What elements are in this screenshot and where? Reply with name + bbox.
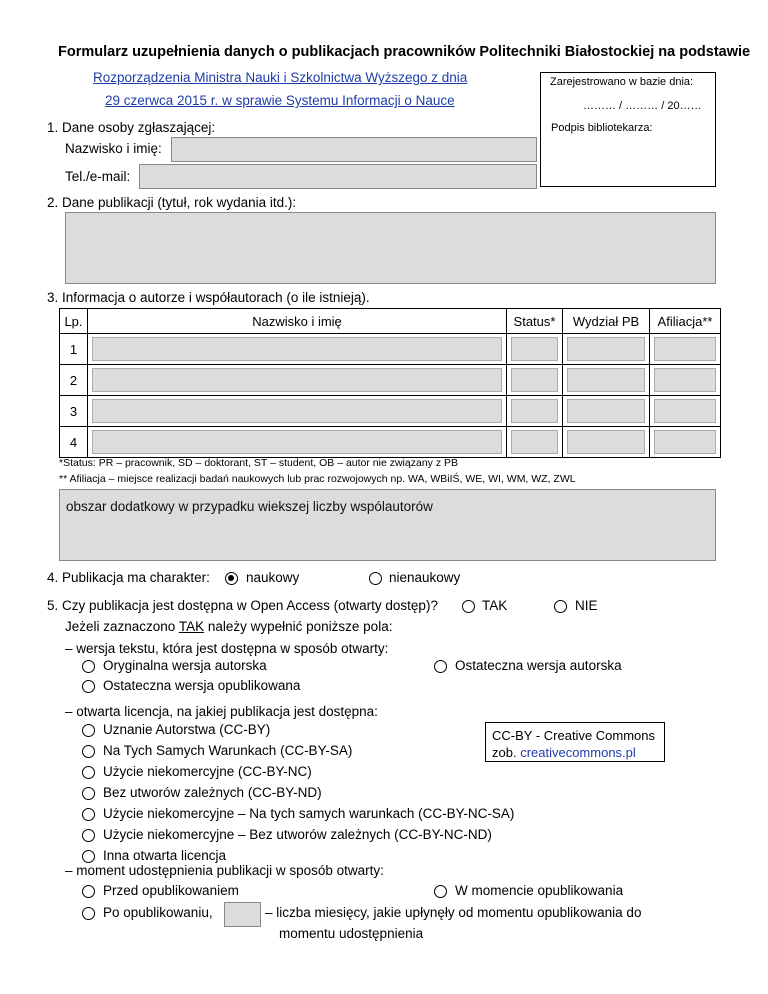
footnote-affiliation: ** Afiliacja – miejsce realizacji badań naukowych lub prac rozwojowych np. WA, WBiIŚ, WE, WI, WM, WZ, ZWL <box>59 473 576 485</box>
row-number: 4 <box>60 427 88 458</box>
col-name: Nazwisko i imię <box>88 309 507 334</box>
version-heading: – wersja tekstu, która jest dostępna w sposób otwarty: <box>65 641 389 656</box>
author-status-input[interactable] <box>511 399 558 423</box>
months-label-line2: momentu udostępnienia <box>279 926 424 941</box>
nonscientific-label: nienaukowy <box>389 570 461 585</box>
radio-license-cc-by-sa[interactable] <box>82 745 95 758</box>
license-cc-by-nc-sa: Użycie niekomercyjne – Na tych samych warunkach (CC-BY-NC-SA) <box>103 806 515 821</box>
radio-nonscientific[interactable] <box>369 572 382 585</box>
contact-input[interactable] <box>139 164 537 189</box>
row-number: 3 <box>60 396 88 427</box>
name-input[interactable] <box>171 137 537 162</box>
regulation-link-line1[interactable]: Rozporządzenia Ministra Nauki i Szkolnictwa Wyższego z dnia <box>93 70 468 85</box>
radio-license-other[interactable] <box>82 850 95 863</box>
oa-note-tak: TAK <box>178 619 205 634</box>
regulation-link-line2[interactable]: 29 czerwca 2015 r. w sprawie Systemu Informacji o Nauce <box>105 93 455 108</box>
author-affiliation-input[interactable] <box>654 368 716 392</box>
registration-date: ……… / ……… / 20…… <box>583 100 702 112</box>
author-faculty-input[interactable] <box>567 368 645 392</box>
author-faculty-input[interactable] <box>567 337 645 361</box>
author-faculty-input[interactable] <box>567 399 645 423</box>
table-row <box>60 334 721 365</box>
oa-note <box>65 619 392 634</box>
registration-box <box>540 72 716 187</box>
radio-version-final-author[interactable] <box>434 660 447 673</box>
row-number: 2 <box>60 365 88 396</box>
table-row <box>60 396 721 427</box>
radio-license-cc-by-nc[interactable] <box>82 766 95 779</box>
section5-heading: 5. Czy publikacja jest dostępna w Open Access (otwarty dostęp)? <box>47 598 438 613</box>
author-faculty-input[interactable] <box>567 430 645 454</box>
oa-note-suffix: należy wypełnić poniższe pola: <box>204 619 393 634</box>
cc-note-prefix: zob. <box>492 745 521 760</box>
moment-before-label: Przed opublikowaniem <box>103 883 239 898</box>
cc-note-box <box>485 722 665 762</box>
section1-heading: 1. Dane osoby zgłaszającej: <box>47 120 216 135</box>
contact-label: Tel./e-mail: <box>65 169 131 184</box>
version-final-published-label: Ostateczna wersja opublikowana <box>103 678 301 693</box>
registration-label: Zarejestrowano w bazie dnia: <box>550 76 694 88</box>
footnote-status: *Status: PR – pracownik, SD – doktorant, ST – student, OB – autor nie związany z PB <box>59 457 459 469</box>
author-affiliation-input[interactable] <box>654 337 716 361</box>
license-cc-by-nc: Użycie niekomercyjne (CC-BY-NC) <box>103 764 312 779</box>
radio-license-cc-by-nd[interactable] <box>82 787 95 800</box>
license-other: Inna otwarta licencja <box>103 848 227 863</box>
table-row <box>60 427 721 458</box>
oa-no-label: NIE <box>575 598 598 613</box>
col-affiliation: Afiliacja** <box>650 309 721 334</box>
version-original-label: Oryginalna wersja autorska <box>103 658 267 673</box>
extra-authors-input[interactable] <box>59 489 716 561</box>
section2-heading: 2. Dane publikacji (tytuł, rok wydania itd.): <box>47 195 297 210</box>
months-label-line1: – liczba miesięcy, jakie upłynęły od momentu opublikowania do <box>265 905 642 920</box>
radio-moment-at[interactable] <box>434 885 447 898</box>
col-faculty: Wydział PB <box>563 309 650 334</box>
author-status-input[interactable] <box>511 368 558 392</box>
license-cc-by-nc-nd: Użycie niekomercyjne – Bez utworów zależnych (CC-BY-NC-ND) <box>103 827 492 842</box>
author-status-input[interactable] <box>511 430 558 454</box>
author-affiliation-input[interactable] <box>654 430 716 454</box>
radio-moment-after[interactable] <box>82 907 95 920</box>
license-cc-by-nd: Bez utworów zależnych (CC-BY-ND) <box>103 785 322 800</box>
author-name-input[interactable] <box>92 337 502 361</box>
radio-license-cc-by-nc-sa[interactable] <box>82 808 95 821</box>
radio-oa-yes[interactable] <box>462 600 475 613</box>
moment-at-label: W momencie opublikowania <box>455 883 624 898</box>
radio-license-cc-by[interactable] <box>82 724 95 737</box>
row-number: 1 <box>60 334 88 365</box>
scientific-label: naukowy <box>246 570 300 585</box>
section4-heading: 4. Publikacja ma charakter: <box>47 570 210 585</box>
cc-note-link[interactable]: creativecommons.pl <box>520 745 636 760</box>
table-row <box>60 365 721 396</box>
publication-data-input[interactable] <box>65 212 716 284</box>
form-title: Formularz uzupełnienia danych o publikacjach pracowników Politechniki Białostockiej na podstawie <box>58 44 751 60</box>
version-final-author-label: Ostateczna wersja autorska <box>455 658 622 673</box>
moment-after-label: Po opublikowaniu, <box>103 905 213 920</box>
license-heading: – otwarta licencja, na jakiej publikacja jest dostępna: <box>65 704 378 719</box>
name-label: Nazwisko i imię: <box>65 141 162 156</box>
author-name-input[interactable] <box>92 368 502 392</box>
oa-note-prefix: Jeżeli zaznaczono <box>65 619 179 634</box>
radio-moment-before[interactable] <box>82 885 95 898</box>
moment-heading: – moment udostępnienia publikacji w sposób otwarty: <box>65 863 384 878</box>
radio-version-final-published[interactable] <box>82 680 95 693</box>
oa-yes-label: TAK <box>482 598 508 613</box>
section3-heading: 3. Informacja o autorze i współautorach (o ile istnieją). <box>47 290 370 305</box>
radio-license-cc-by-nc-nd[interactable] <box>82 829 95 842</box>
months-input[interactable] <box>224 902 261 927</box>
license-cc-by: Uznanie Autorstwa (CC-BY) <box>103 722 271 737</box>
author-name-input[interactable] <box>92 399 502 423</box>
author-affiliation-input[interactable] <box>654 399 716 423</box>
col-status: Status* <box>507 309 563 334</box>
col-lp: Lp. <box>60 309 88 334</box>
radio-scientific[interactable] <box>225 572 238 585</box>
radio-oa-no[interactable] <box>554 600 567 613</box>
authors-table <box>59 308 721 458</box>
radio-version-original[interactable] <box>82 660 95 673</box>
cc-note-line1: CC-BY - Creative Commons <box>492 728 656 743</box>
license-cc-by-sa: Na Tych Samych Warunkach (CC-BY-SA) <box>103 743 353 758</box>
author-status-input[interactable] <box>511 337 558 361</box>
author-name-input[interactable] <box>92 430 502 454</box>
extra-area-label: obszar dodatkowy w przypadku wiekszej liczby wspólautorów <box>66 499 433 514</box>
signature-label: Podpis bibliotekarza: <box>551 122 653 134</box>
